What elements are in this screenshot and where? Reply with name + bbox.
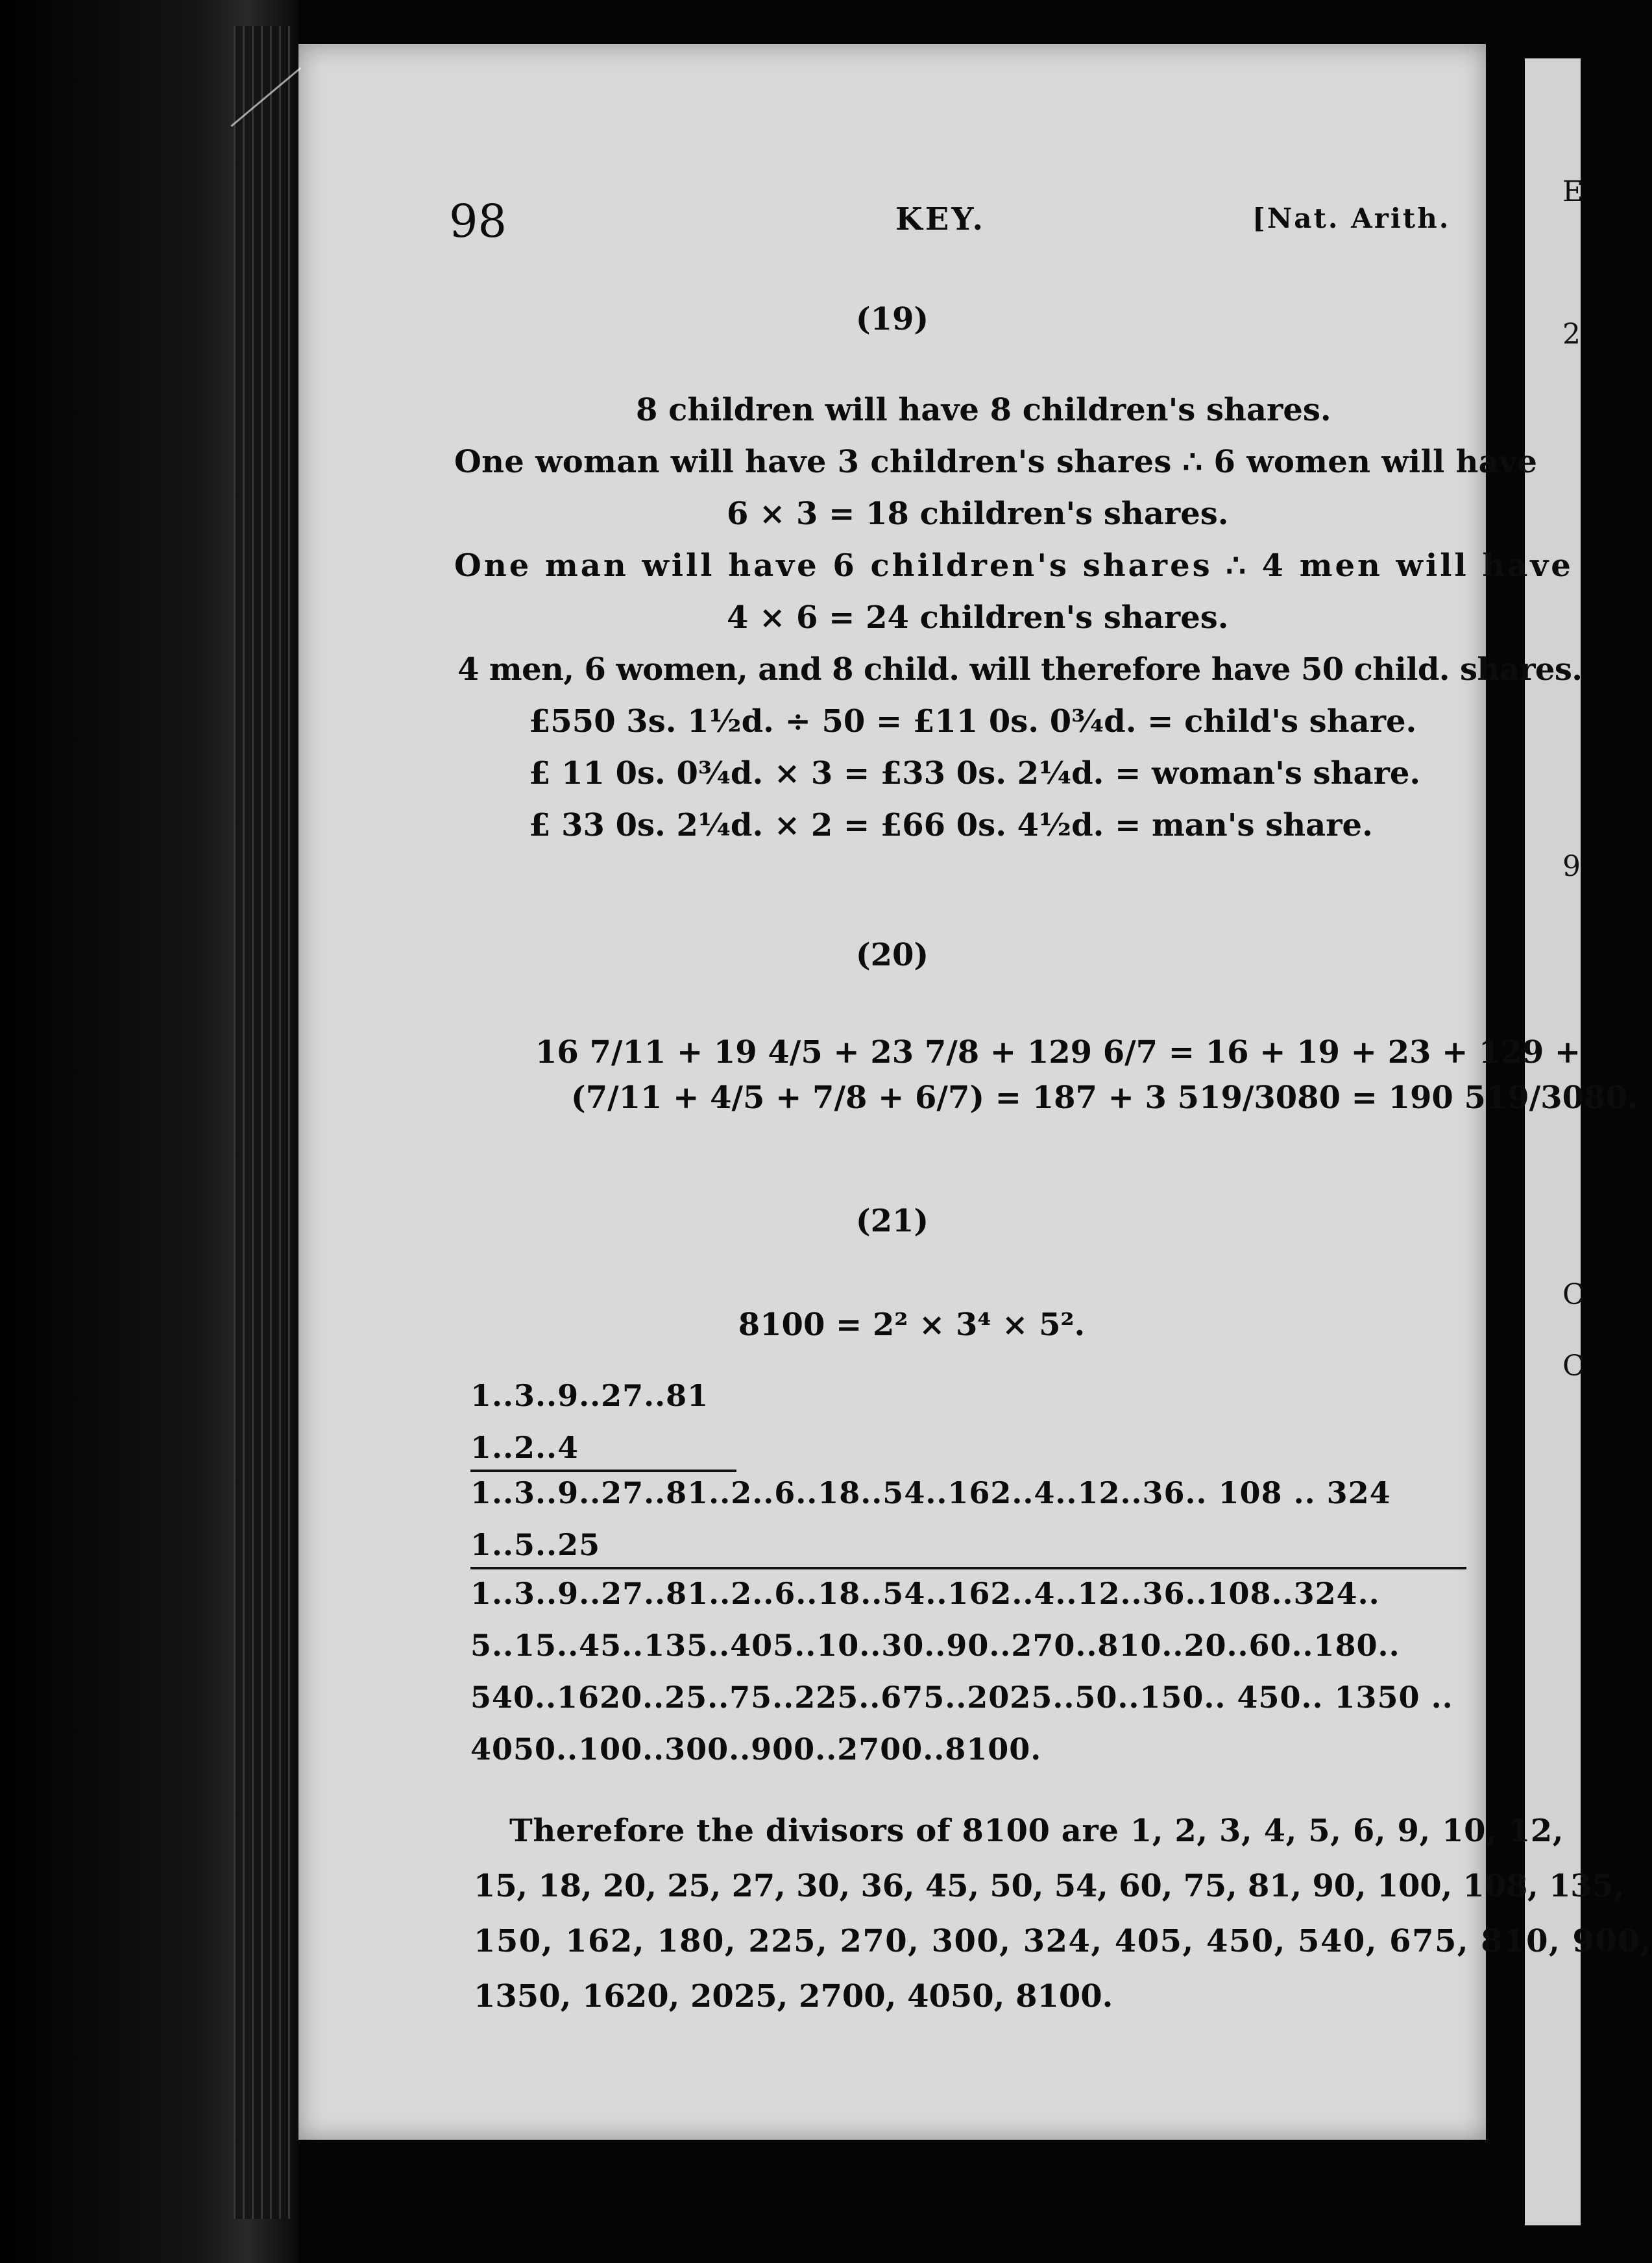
section-heading-20: (20) [855,937,929,973]
text-line: One woman will have 3 children's shares ∴ 6 women will have [454,444,1538,480]
multiplication-rule [470,1470,736,1472]
multiplication-rule [470,1567,1466,1569]
text-line: £ 11 0s. 0¾d. × 3 = £33 0s. 2¼d. = woman's share. [529,755,1421,792]
conclusion-line: Therefore the divisors of 8100 are 1, 2, 3, 4, 5, 6, 9, 10, 12, [509,1813,1564,1849]
equation-line: (7/11 + 4/5 + 7/8 + 6/7) = 187 + 3 519/3080 = 190 519/3080. [571,1080,1638,1116]
margin-glyph: 9 [1562,850,1581,883]
text-line: One man will have 6 children's shares ∴ 4 men will have [454,548,1573,584]
divisor-row: 4050..100..300..900..2700..8100. [470,1732,1042,1767]
equation-line: 16 7/11 + 19 4/5 + 23 7/8 + 129 6/7 = 16 + 19 + 23 + 129 + [535,1034,1581,1071]
factorization-formula: 8100 = 2² × 3⁴ × 5². [738,1307,1086,1343]
section-heading-19: (19) [855,301,929,337]
text-line: 4 × 6 = 24 children's shares. [727,599,1229,636]
divisor-row: 1..3..9..27..81 [470,1378,709,1413]
divisor-row: 1..5..25 [470,1527,601,1562]
divisor-row: 5..15..45..135..405..10..30..90..270..810..20..60..180.. [470,1628,1400,1663]
page-number: 98 [449,195,507,248]
conclusion-line: 150, 162, 180, 225, 270, 300, 324, 405, 450, 540, 675, 810, 900, [474,1923,1652,1959]
text-line: 4 men, 6 women, and 8 child. will therefore have 50 child. shares. [457,651,1583,688]
margin-glyph: 2 [1562,318,1581,351]
text-line: £550 3s. 1½d. ÷ 50 = £11 0s. 0¾d. = child's share. [529,703,1417,740]
running-title: KEY. [895,201,986,237]
section-heading-21: (21) [855,1203,929,1239]
book-page [298,44,1652,2140]
text-line: 6 × 3 = 18 children's shares. [727,496,1229,532]
divisor-row: 540..1620..25..75..225..675..2025..50..150.. 450.. 1350 .. [470,1680,1453,1715]
book-spine-edges [234,26,292,2219]
conclusion-line: 15, 18, 20, 25, 27, 30, 36, 45, 50, 54, 60, 75, 81, 90, 100, 108, 135, [474,1868,1625,1904]
margin-glyph: C [1562,1278,1585,1311]
divisor-row: 1..3..9..27..81..2..6..18..54..162..4..12..36..108..324.. [470,1576,1380,1611]
text-line: 8 children will have 8 children's shares. [636,392,1331,428]
margin-glyph: E [1562,175,1584,208]
page-header [298,195,1486,253]
divisor-row: 1..3..9..27..81..2..6..18..54..162..4..12..36.. 108 .. 324 [470,1475,1391,1510]
running-subtitle: [Nat. Arith. [1252,202,1451,234]
margin-glyph: C [1562,1349,1585,1383]
text-line: £ 33 0s. 2¼d. × 2 = £66 0s. 4½d. = man's share. [529,807,1373,843]
conclusion-line: 1350, 1620, 2025, 2700, 4050, 8100. [474,1978,1113,2015]
divisor-row: 1..2..4 [470,1430,579,1465]
